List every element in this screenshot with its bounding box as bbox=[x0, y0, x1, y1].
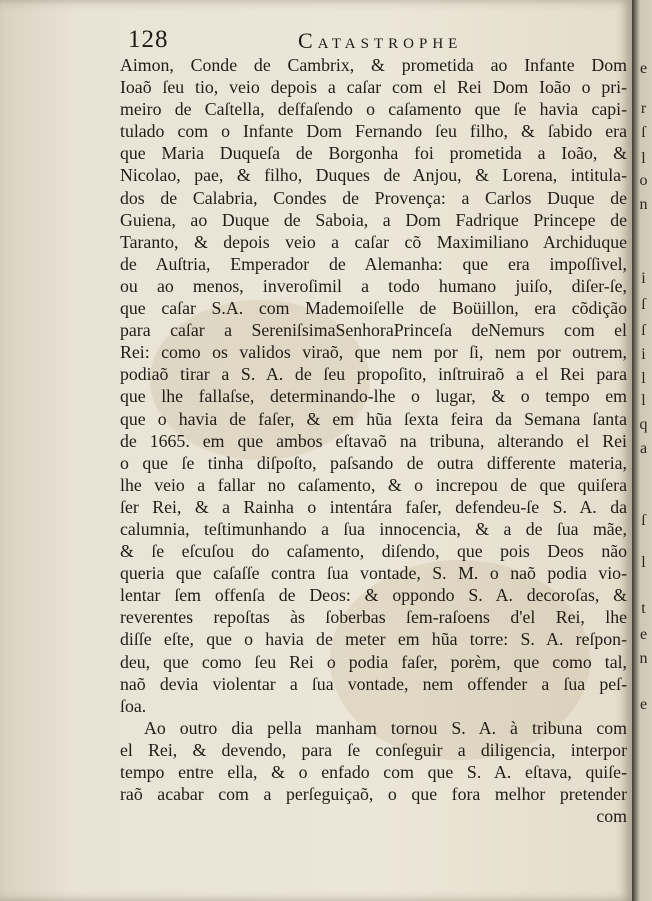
text-line: Guiena, ao Duque de Saboia, a Dom Fadrique Princepe de bbox=[120, 209, 627, 230]
text-line: diſſe eſte, que o havia de meter em hũa torre: S. A. reſpon- bbox=[120, 629, 627, 650]
text-line: queria que caſaſſe contra ſua vontade, S. M. o naõ podia vio- bbox=[120, 563, 627, 584]
page-number: 128 bbox=[128, 26, 169, 53]
adjacent-page-glyph: q bbox=[639, 416, 648, 433]
running-title: Catastrophe bbox=[298, 28, 463, 53]
text-line: ſoa. bbox=[120, 695, 147, 716]
adjacent-page-edge bbox=[632, 0, 652, 901]
catchword: com bbox=[596, 806, 627, 827]
text-line: dos de Calabria, Condes de Provença: a Carlos Duque de bbox=[120, 187, 627, 208]
adjacent-page-glyph: l bbox=[641, 554, 646, 571]
adjacent-page-glyph: i bbox=[641, 346, 646, 363]
text-line: naõ devia violentar a ſua vontade, nem offender a ſua peſ- bbox=[120, 673, 627, 694]
text-line: tulado com o Infante Dom Fernando ſeu filho, & ſabido era bbox=[120, 121, 627, 142]
adjacent-page-glyph: n bbox=[639, 196, 648, 213]
adjacent-page-glyph: e bbox=[639, 626, 648, 643]
text-line: de Auſtria, Emperador de Alemanha: que era impoſſivel, bbox=[120, 253, 627, 274]
text-line: que caſar S.A. com Mademoiſelle de Boüillon, era cõdição bbox=[120, 298, 627, 319]
adjacent-page-glyph: a bbox=[639, 440, 648, 457]
text-line: Ioaõ ſeu tio, veio depois a caſar com el Rei Dom Ioão o pri- bbox=[120, 77, 627, 98]
text-line: Taranto, & depois veio a caſar cõ Maximiliano Archiduque bbox=[120, 231, 627, 252]
adjacent-page-glyph: l bbox=[641, 370, 646, 387]
text-line: & ſe eſcuſou do caſamento, diſendo, que pois Deos não bbox=[120, 541, 627, 562]
text-line: que o havia de faſer, & em hũa ſexta feira da Semana ſanta bbox=[120, 408, 627, 429]
adjacent-page-glyph: ſ bbox=[641, 296, 646, 313]
text-line: que lhe fallaſse, determinando-lhe o lugar, & o tempo em bbox=[120, 386, 627, 407]
text-line: calumnia, teſtimunhando a ſua innocencia, & a de ſua mãe, bbox=[120, 518, 627, 539]
adjacent-page-glyph: i bbox=[641, 270, 646, 287]
adjacent-page-glyph: r bbox=[640, 100, 647, 117]
text-line: lhe veio a fallar no caſamento, & o increpou de que quiſera bbox=[120, 474, 627, 495]
adjacent-page-glyph: ſ bbox=[641, 322, 646, 339]
page-header bbox=[128, 26, 626, 56]
adjacent-page-glyph: l bbox=[641, 392, 646, 409]
adjacent-page-glyph: e bbox=[639, 60, 648, 77]
text-line: deu, que como ſeu Rei o podia faſer, porèm, que como tal, bbox=[120, 651, 627, 672]
text-line: ſer Rei, & a Rainha o intentára faſer, defendeu-ſe S. A. da bbox=[120, 496, 627, 517]
text-line: Aimon, Conde de Cambrix, & prometida ao Infante Dom bbox=[120, 55, 627, 75]
text-line: ou ao menos, inveroſimil a todo humano juiſo, diſer-ſe, bbox=[120, 275, 627, 296]
adjacent-page-glyph: l bbox=[641, 150, 646, 167]
text-line: podiaõ tirar a S. A. de ſeu propoſito, inſtruiraõ a el Rei para bbox=[120, 364, 627, 385]
text-line: reverentes repoſtas às ſoberbas ſem-raſoens d'el Rei, lhe bbox=[120, 607, 627, 628]
text-line: o que ſe tinha diſpoſto, paſsando de outra differente materia, bbox=[120, 452, 627, 473]
text-line: tempo entre ella, & o enfado com que S. A. eſtava, quiſe- bbox=[120, 762, 627, 782]
adjacent-page-glyph: e bbox=[639, 696, 648, 713]
text-line: Nicolao, pae, & filho, Duques de Anjou, & Lorena, intitula- bbox=[120, 165, 627, 186]
text-line: que Maria Duqueſa de Borgonha foi prometida a Ioão, & bbox=[120, 143, 627, 164]
adjacent-page-glyph: ſ bbox=[641, 124, 646, 141]
text-line: Ao outro dia pella manham tornou S. A. à tribuna com bbox=[144, 717, 627, 738]
text-line: de 1665. em que ambos eſtavaõ na tribuna, alterando el Rei bbox=[120, 430, 627, 451]
text-line: el Rei, & devendo, para ſe conſeguir a diligencia, interpor bbox=[120, 739, 627, 760]
text-line: para caſar a SereniſsimaSenhoraPrinceſa deNemurs com el bbox=[120, 320, 627, 341]
text-line: meiro de Caſtella, deſfaſendo o caſamento que ſe havia capi- bbox=[120, 99, 627, 120]
adjacent-page-glyph: t bbox=[641, 600, 646, 617]
text-line: raõ acabar com a perſeguiçaõ, o que fora melhor pretender bbox=[120, 784, 627, 805]
adjacent-page-glyph: ſ bbox=[641, 512, 646, 529]
adjacent-page-glyph: o bbox=[639, 172, 648, 189]
adjacent-page-glyph: n bbox=[639, 650, 648, 667]
text-line: lentar ſem offenſa de Deos: & oppondo S. A. decoroſas, & bbox=[120, 585, 627, 606]
body-text bbox=[120, 54, 627, 827]
text-line: Rei: como os validos viraõ, que nem por ſi, nem por outrem, bbox=[120, 342, 627, 363]
